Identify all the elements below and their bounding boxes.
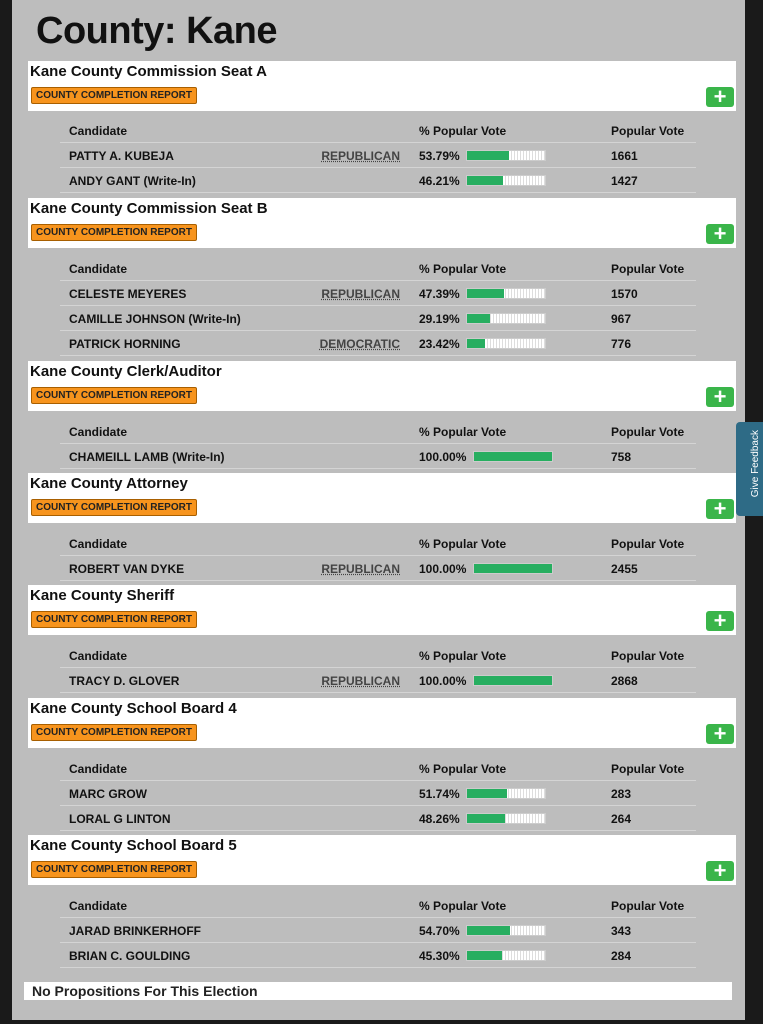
- race-title: Kane County Sheriff: [30, 587, 175, 604]
- popular-vote-count: 2868: [611, 674, 638, 688]
- page-title: County: Kane: [36, 10, 277, 52]
- county-completion-report-button[interactable]: COUNTY COMPLETION REPORT: [31, 861, 197, 878]
- vote-share-fill: [467, 314, 490, 323]
- popular-vote-count: 343: [611, 924, 632, 938]
- vote-share-fill: [467, 339, 485, 348]
- vote-percent: 23.42%: [419, 337, 460, 351]
- column-header-pct-vote: % Popular Vote: [419, 262, 507, 276]
- party-link[interactable]: REPUBLICAN: [321, 674, 400, 688]
- popular-vote-count: 264: [611, 812, 632, 826]
- popular-vote-count: 1570: [611, 287, 638, 301]
- table-header-row: [60, 256, 696, 281]
- give-feedback-tab[interactable]: [736, 422, 763, 516]
- expand-plus-button[interactable]: +: [706, 387, 734, 407]
- results-table: [60, 756, 696, 831]
- table-header-row: [60, 531, 696, 556]
- results-table: [60, 893, 696, 968]
- column-header-popular-vote: Popular Vote: [611, 425, 685, 439]
- vote-share-fill: [467, 289, 504, 298]
- candidate-name: CHAMEILL LAMB (Write-In): [69, 450, 225, 464]
- vote-share-bar: [466, 150, 546, 161]
- table-header-row: [60, 893, 696, 918]
- popular-vote-count: 284: [611, 949, 632, 963]
- vote-share-fill: [467, 176, 503, 185]
- column-header-candidate: Candidate: [69, 899, 128, 913]
- column-header-candidate: Candidate: [69, 537, 128, 551]
- give-feedback-label: Give Feedback: [750, 430, 761, 498]
- column-header-candidate: Candidate: [69, 762, 128, 776]
- candidate-name: CAMILLE JOHNSON (Write-In): [69, 312, 241, 326]
- table-header-row: [60, 756, 696, 781]
- race-title: Kane County Clerk/Auditor: [30, 363, 222, 380]
- table-row: [60, 331, 696, 356]
- vote-share-bar: [466, 788, 546, 799]
- results-table: [60, 419, 696, 469]
- vote-share-bar: [473, 675, 553, 686]
- table-row: [60, 556, 696, 581]
- candidate-name: MARC GROW: [69, 787, 147, 801]
- vote-percent: 47.39%: [419, 287, 460, 301]
- race-title: Kane County School Board 5: [30, 837, 237, 854]
- table-row: [60, 281, 696, 306]
- vote-share-bar: [466, 925, 546, 936]
- candidate-name: CELESTE MEYERES: [69, 287, 187, 301]
- expand-plus-button[interactable]: +: [706, 499, 734, 519]
- popular-vote-count: 2455: [611, 562, 638, 576]
- vote-share-fill: [467, 814, 505, 823]
- race-title: Kane County Attorney: [30, 475, 188, 492]
- vote-share-bar: [473, 451, 553, 462]
- results-panel: [12, 0, 745, 1020]
- party-link[interactable]: DEMOCRATIC: [319, 337, 400, 351]
- vote-percent: 53.79%: [419, 149, 460, 163]
- race-title: Kane County Commission Seat B: [30, 200, 268, 217]
- expand-plus-button[interactable]: +: [706, 611, 734, 631]
- column-header-candidate: Candidate: [69, 262, 128, 276]
- candidate-name: PATTY A. KUBEJA: [69, 149, 174, 163]
- vote-share-fill: [474, 564, 552, 573]
- vote-percent: 48.26%: [419, 812, 460, 826]
- table-header-row: [60, 419, 696, 444]
- no-propositions-text: No Propositions For This Election: [32, 983, 258, 999]
- column-header-candidate: Candidate: [69, 425, 128, 439]
- vote-share-fill: [474, 452, 552, 461]
- table-row: [60, 781, 696, 806]
- race-header: [28, 698, 736, 748]
- table-row: [60, 806, 696, 831]
- column-header-popular-vote: Popular Vote: [611, 262, 685, 276]
- vote-share-fill: [467, 951, 502, 960]
- party-link[interactable]: REPUBLICAN: [321, 287, 400, 301]
- expand-plus-button[interactable]: +: [706, 224, 734, 244]
- vote-percent: 54.70%: [419, 924, 460, 938]
- results-table: [60, 531, 696, 581]
- county-completion-report-button[interactable]: COUNTY COMPLETION REPORT: [31, 387, 197, 404]
- vote-share-fill: [467, 151, 509, 160]
- county-completion-report-button[interactable]: COUNTY COMPLETION REPORT: [31, 724, 197, 741]
- table-row: [60, 943, 696, 968]
- column-header-pct-vote: % Popular Vote: [419, 649, 507, 663]
- column-header-pct-vote: % Popular Vote: [419, 425, 507, 439]
- table-row: [60, 306, 696, 331]
- race-header: [28, 61, 736, 111]
- party-link[interactable]: REPUBLICAN: [321, 562, 400, 576]
- column-header-popular-vote: Popular Vote: [611, 649, 685, 663]
- column-header-pct-vote: % Popular Vote: [419, 537, 507, 551]
- vote-percent: 100.00%: [419, 562, 467, 576]
- table-row: [60, 444, 696, 469]
- expand-plus-button[interactable]: +: [706, 724, 734, 744]
- popular-vote-count: 758: [611, 450, 632, 464]
- candidate-name: ANDY GANT (Write-In): [69, 174, 196, 188]
- column-header-pct-vote: % Popular Vote: [419, 899, 507, 913]
- race-header: [28, 361, 736, 411]
- county-completion-report-button[interactable]: COUNTY COMPLETION REPORT: [31, 87, 197, 104]
- table-row: [60, 168, 696, 193]
- race-title: Kane County School Board 4: [30, 700, 237, 717]
- column-header-candidate: Candidate: [69, 649, 128, 663]
- county-completion-report-button[interactable]: COUNTY COMPLETION REPORT: [31, 224, 197, 241]
- table-header-row: [60, 118, 696, 143]
- party-link[interactable]: REPUBLICAN: [321, 149, 400, 163]
- vote-percent: 46.21%: [419, 174, 460, 188]
- vote-percent: 29.19%: [419, 312, 460, 326]
- race-header: [28, 473, 736, 523]
- vote-percent: 100.00%: [419, 450, 467, 464]
- table-row: [60, 143, 696, 168]
- column-header-popular-vote: Popular Vote: [611, 124, 685, 138]
- county-completion-report-button[interactable]: COUNTY COMPLETION REPORT: [31, 611, 197, 628]
- candidate-name: PATRICK HORNING: [69, 337, 181, 351]
- column-header-popular-vote: Popular Vote: [611, 899, 685, 913]
- vote-percent: 100.00%: [419, 674, 467, 688]
- vote-share-fill: [474, 676, 552, 685]
- vote-share-fill: [467, 926, 510, 935]
- table-row: [60, 668, 696, 693]
- vote-percent: 45.30%: [419, 949, 460, 963]
- column-header-pct-vote: % Popular Vote: [419, 762, 507, 776]
- candidate-name: JARAD BRINKERHOFF: [69, 924, 201, 938]
- race-header: [28, 198, 736, 248]
- no-propositions-notice: [24, 982, 732, 1000]
- candidate-name: LORAL G LINTON: [69, 812, 171, 826]
- candidate-name: TRACY D. GLOVER: [69, 674, 180, 688]
- race-title: Kane County Commission Seat A: [30, 63, 267, 80]
- race-header: [28, 585, 736, 635]
- column-header-candidate: Candidate: [69, 124, 128, 138]
- race-header: [28, 835, 736, 885]
- column-header-pct-vote: % Popular Vote: [419, 124, 507, 138]
- candidate-name: BRIAN C. GOULDING: [69, 949, 191, 963]
- expand-plus-button[interactable]: +: [706, 861, 734, 881]
- popular-vote-count: 1427: [611, 174, 638, 188]
- popular-vote-count: 1661: [611, 149, 638, 163]
- table-header-row: [60, 643, 696, 668]
- vote-share-bar: [473, 563, 553, 574]
- candidate-name: ROBERT VAN DYKE: [69, 562, 185, 576]
- column-header-popular-vote: Popular Vote: [611, 762, 685, 776]
- vote-share-fill: [467, 789, 507, 798]
- vote-share-bar: [466, 175, 546, 186]
- vote-share-bar: [466, 313, 546, 324]
- vote-share-bar: [466, 950, 546, 961]
- table-row: [60, 918, 696, 943]
- vote-share-bar: [466, 338, 546, 349]
- vote-share-bar: [466, 288, 546, 299]
- popular-vote-count: 776: [611, 337, 632, 351]
- results-table: [60, 256, 696, 356]
- vote-share-bar: [466, 813, 546, 824]
- column-header-popular-vote: Popular Vote: [611, 537, 685, 551]
- popular-vote-count: 967: [611, 312, 632, 326]
- county-completion-report-button[interactable]: COUNTY COMPLETION REPORT: [31, 499, 197, 516]
- results-table: [60, 118, 696, 193]
- vote-percent: 51.74%: [419, 787, 460, 801]
- popular-vote-count: 283: [611, 787, 632, 801]
- results-table: [60, 643, 696, 693]
- expand-plus-button[interactable]: +: [706, 87, 734, 107]
